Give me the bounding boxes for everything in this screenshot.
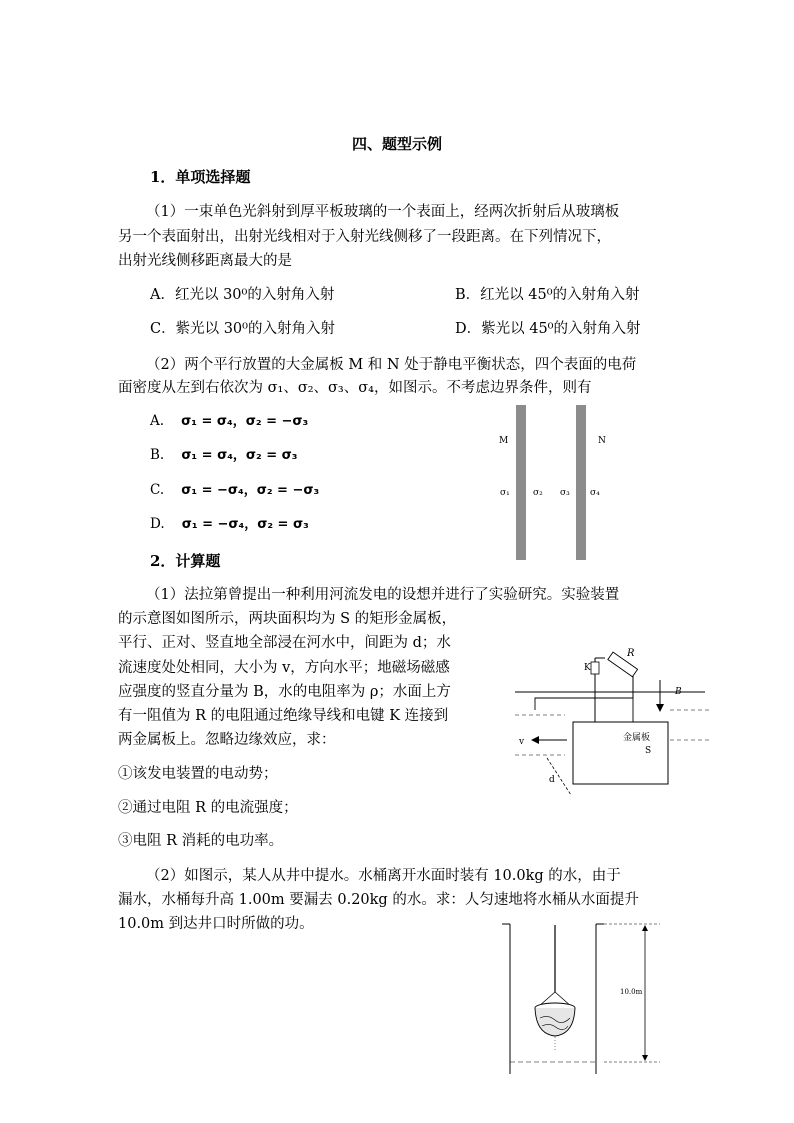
q1-option-b: B．红光以 45⁰的入射角入射 — [455, 287, 640, 303]
q2-option-d-expr: σ₁ = −σ₄，σ₂ = σ₃ — [181, 517, 309, 532]
calc2-line-1: （2）如图示，某人从井中提水。水桶离开水面时装有 10.0kg 的水，由于 — [146, 868, 621, 884]
label-v: v — [519, 737, 525, 747]
label-k: K — [584, 663, 591, 673]
calc1-line-5: 应强度的竖直分量为 B，水的电阻率为 ρ；水面上方 — [118, 684, 451, 700]
label-r: R — [627, 648, 635, 659]
metal-plate — [573, 722, 668, 784]
calc1-sub-3: ③电阻 R 消耗的电功率。 — [118, 833, 284, 849]
label-sigma2: σ₂ — [533, 488, 543, 498]
q2-option-a-expr: σ₁ = σ₄，σ₂ = −σ₃ — [181, 414, 309, 429]
label-sigma1: σ₁ — [500, 488, 510, 498]
label-sigma4: σ₄ — [590, 488, 600, 498]
q2-option-a-letter: A. — [150, 413, 165, 429]
switch-k — [591, 662, 599, 674]
q2-option-d — [150, 513, 309, 532]
calc1-sub-1: ①该发电装置的电动势； — [118, 766, 278, 782]
q2-option-b-expr: σ₁ = σ₄，σ₂ = σ₃ — [181, 448, 298, 463]
calc1-sub-2: ②通过电阻 R 的电流强度； — [118, 800, 298, 816]
well-figure — [500, 922, 675, 1080]
label-s: S — [645, 746, 652, 756]
calc1-line-1: （1）法拉第曾提出一种利用河流发电的设想并进行了实验研究。实验装置 — [146, 587, 620, 603]
q2-option-b — [150, 444, 297, 463]
plate-m — [516, 405, 526, 560]
q1-option-c: C．紫光以 30⁰的入射角入射 — [150, 321, 335, 337]
calc1-line-4: 流速度处处相同，大小为 v，方向水平；地磁场磁感 — [118, 660, 450, 676]
label-height: 10.0m — [620, 988, 643, 996]
q1-line-1: （1）一束单色光斜射到厚平板玻璃的一个表面上，经两次折射后从玻璃板 — [146, 204, 620, 220]
label-b: B — [675, 687, 682, 697]
label-m: M — [499, 436, 509, 446]
label-sigma3: σ₃ — [560, 488, 570, 498]
part2-heading: 2．计算题 — [150, 552, 221, 570]
calc2-line-2: 漏水，水桶每升高 1.00m 要漏去 0.20kg 的水。求：人匀速地将水桶从水面提升 — [118, 892, 639, 908]
q2-line-1: （2）两个平行放置的大金属板 M 和 N 处于静电平衡状态，四个表面的电荷 — [146, 357, 637, 373]
q2-option-c-expr: σ₁ = −σ₄，σ₂ = −σ₃ — [181, 483, 320, 498]
plates-figure — [490, 403, 630, 563]
plate-n — [576, 405, 586, 560]
calc1-line-2: 的示意图如图所示，两块面积均为 S 的矩形金属板， — [118, 611, 457, 627]
q2-option-a — [150, 410, 308, 429]
q2-option-c — [150, 479, 319, 498]
calc1-line-7: 两金属板上。忽略边缘效应，求： — [118, 732, 336, 748]
q2-line-2: 面密度从左到右依次为 σ₁、σ₂、σ₃、σ₄，如图示。不考虑边界条件，则有 — [118, 380, 592, 396]
calc1-line-3: 平行、正对、竖直地全部浸在河水中，间距为 d；水 — [118, 635, 451, 651]
calc2-line-3: 10.0m 到达井口时所做的功。 — [118, 916, 314, 932]
q2-option-d-letter: D. — [150, 516, 165, 532]
part1-heading: 1．单项选择题 — [150, 168, 251, 186]
q2-option-b-letter: B. — [150, 447, 165, 463]
calc1-line-6: 有一阻值为 R 的电阻通过绝缘导线和电键 K 连接到 — [118, 708, 449, 724]
q1-option-a: A．红光以 30⁰的入射角入射 — [150, 287, 335, 303]
river-generator-figure — [505, 640, 720, 812]
section-title: 四、题型示例 — [352, 135, 443, 153]
q1-line-3: 出射光线侧移距离最大的是 — [118, 253, 292, 269]
label-plate: 金属板 — [623, 733, 651, 743]
q1-option-d: D．紫光以 45⁰的入射角入射 — [455, 321, 641, 337]
label-d: d — [549, 775, 555, 785]
q2-option-c-letter: C. — [150, 482, 165, 498]
label-n: N — [598, 436, 606, 446]
q1-line-2: 另一个表面射出，出射光线相对于入射光线侧移了一段距离。在下列情况下， — [118, 229, 611, 245]
